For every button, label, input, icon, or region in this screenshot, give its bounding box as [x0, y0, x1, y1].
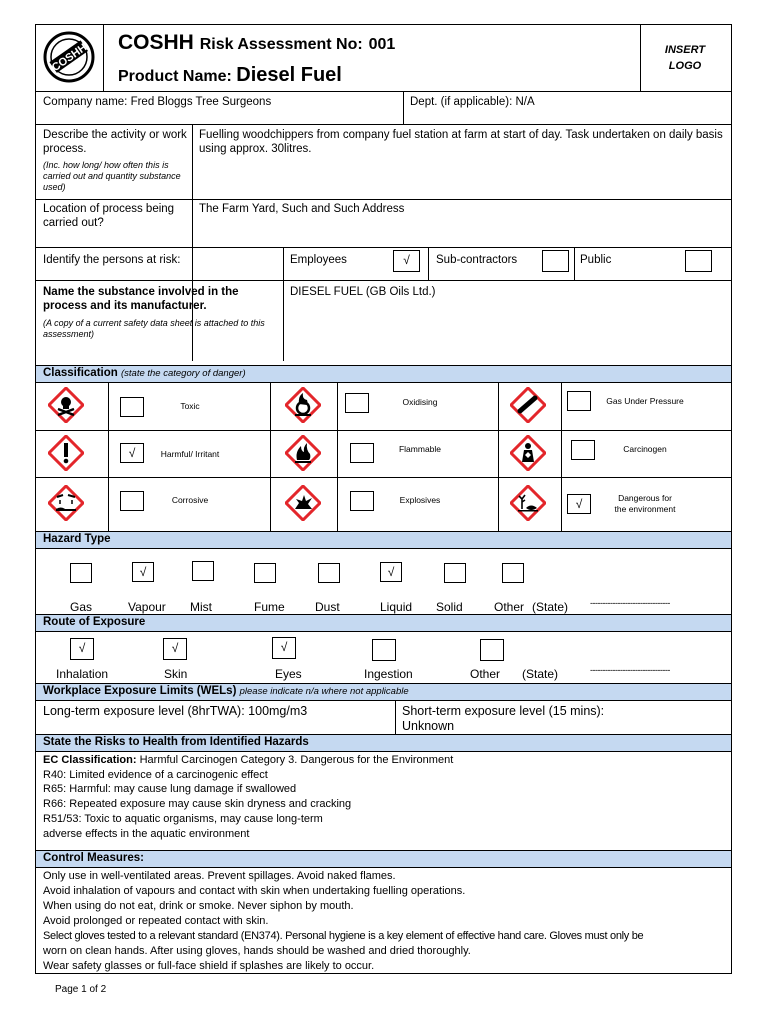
gas-under-pressure-checkbox[interactable] [567, 391, 591, 411]
title-coshh: COSHH [118, 31, 194, 54]
company-name: Company name: Fred Bloggs Tree Surgeons [43, 96, 272, 108]
product-label: Product Name: [118, 68, 232, 85]
assessment-number: 001 [368, 36, 396, 53]
wel-title: Workplace Exposure Limits (WELs) [43, 685, 237, 697]
oxidising-checkbox[interactable] [345, 393, 369, 413]
dept-field: Dept. (if applicable): N/A [410, 96, 535, 108]
hazard-dust-label: Dust [315, 600, 340, 614]
hazard-dust-checkbox[interactable] [318, 563, 340, 583]
corrosive-label: Corrosive [171, 495, 209, 505]
title-risk-assessment: Risk Assessment No: [199, 36, 363, 53]
hazard-liquid-label: Liquid [380, 600, 413, 614]
risks-heading: State the Risks to Health from Identified Hazards [36, 734, 731, 752]
route-state-label: (State) [522, 667, 559, 681]
wel-note: please indicate n/a where not applicable [239, 686, 409, 697]
hazard-other-label: Other [494, 600, 525, 614]
hazard-other-field[interactable]: -------------------------------- [590, 598, 670, 608]
persons-label: Identify the persons at risk: [43, 254, 181, 266]
environment-checkbox[interactable]: √ [567, 494, 591, 514]
hazard-mist-label: Mist [190, 600, 212, 614]
oxidising-icon [285, 387, 321, 423]
toxic-label: Toxic [180, 401, 200, 411]
classification-heading [36, 365, 731, 383]
gas-under-pressure-icon [510, 387, 546, 423]
route-eyes-label: Eyes [275, 667, 302, 681]
carcinogen-label: Carcinogen [623, 444, 667, 454]
public-label: Public [580, 254, 612, 266]
coshh-logo [42, 30, 96, 84]
environment-label-line2: the environment [614, 504, 676, 514]
hazard-solid-label: Solid [436, 600, 463, 614]
harmful-irritant-checkbox[interactable]: √ [120, 443, 144, 463]
oxidising-label: Oxidising [402, 397, 438, 407]
harmful-irritant-icon [48, 435, 84, 471]
location-label: Location of process being carried out? [43, 203, 175, 229]
substance-value: DIESEL FUEL (GB Oils Ltd.) [290, 286, 436, 298]
employees-checkbox[interactable]: √ [393, 250, 420, 272]
activity-label: Describe the activity or work process. [43, 129, 187, 155]
public-checkbox[interactable] [685, 250, 712, 272]
ec-classification-value: Harmful Carcinogen Category 3. Dangerous for the Environment [139, 754, 454, 766]
insert-logo-placeholder: INSERT LOGO [664, 44, 706, 72]
route-heading: Route of Exposure [36, 614, 731, 632]
route-inhalation-label: Inhalation [56, 667, 109, 681]
page-number: Page 1 of 2 [55, 984, 107, 995]
hazard-vapour-label: Vapour [128, 600, 166, 614]
product-name-row [118, 64, 342, 87]
flammable-icon [285, 435, 321, 471]
activity-note: (Inc. how long/ how often this is carried out and quantity substance used) [43, 160, 181, 192]
route-ingestion-label: Ingestion [364, 667, 413, 681]
hazard-vapour-checkbox[interactable]: √ [132, 562, 154, 582]
subcontractors-label: Sub-contractors [436, 254, 518, 266]
control-line: worn on clean hands. After using gloves, hands should be washed and dried thoroughly. [43, 945, 471, 957]
hazard-solid-checkbox[interactable] [444, 563, 466, 583]
coshh-logo-text: COSHH [49, 41, 90, 75]
employees-label: Employees [290, 254, 347, 266]
hazard-other-checkbox[interactable] [502, 563, 524, 583]
product-name: Diesel Fuel [236, 64, 342, 86]
classification-note: (state the category of danger) [120, 368, 246, 379]
explosives-icon [285, 485, 321, 521]
short-term-value: Unknown [402, 719, 455, 733]
hazard-mist-checkbox[interactable] [192, 561, 214, 581]
carcinogen-icon [510, 435, 546, 471]
harmful-irritant-label: Harmful/ Irritant [160, 449, 220, 459]
risk-line: R40: Limited evidence of a carcinogenic effect [43, 769, 268, 781]
environment-label-line1: Dangerous for [618, 493, 672, 503]
hazard-gas-checkbox[interactable] [70, 563, 92, 583]
risk-line: R66: Repeated exposure may cause skin dryness and cracking [43, 798, 352, 810]
page-title [118, 31, 395, 55]
control-line: Only use in well-ventilated areas. Prevent spillages. Avoid naked flames. [43, 870, 396, 882]
route-other-label: Other [470, 667, 501, 681]
route-skin-checkbox[interactable]: √ [163, 638, 187, 660]
risk-line: adverse effects in the aquatic environment [43, 828, 250, 840]
corrosive-checkbox[interactable] [120, 491, 144, 511]
control-line: Wear safety glasses or full-face shield if splashes are likely to occur. [43, 960, 375, 972]
explosives-checkbox[interactable] [350, 491, 374, 511]
subcontractors-checkbox[interactable] [542, 250, 569, 272]
control-line: Avoid prolonged or repeated contact with skin. [43, 915, 269, 927]
risk-line: R65: Harmful: may cause lung damage if swallowed [43, 783, 297, 795]
hazard-liquid-checkbox[interactable]: √ [380, 562, 402, 582]
ec-classification-label: EC Classification: [43, 754, 137, 766]
flammable-checkbox[interactable] [350, 443, 374, 463]
activity-value: Fuelling woodchippers from company fuel station at farm at start of day. Task undertaken on daily basis using approx. 30litres. [199, 129, 723, 155]
environment-icon [510, 485, 546, 521]
hazard-type-heading: Hazard Type [36, 531, 731, 549]
environment-label [600, 493, 690, 515]
corrosive-icon [48, 485, 84, 521]
wel-heading [36, 683, 731, 701]
long-term-exposure: Long-term exposure level (8hrTWA): 100mg/m3 [43, 704, 308, 718]
classification-title: Classification [43, 367, 118, 379]
toxic-icon [48, 387, 84, 423]
carcinogen-checkbox[interactable] [571, 440, 595, 460]
location-value: The Farm Yard, Such and Such Address [199, 203, 405, 215]
control-line: Select gloves tested to a relevant standard (EN374). Personal hygiene is a key element of effective hand care. Gloves must only be [43, 930, 644, 942]
toxic-checkbox[interactable] [120, 397, 144, 417]
flammable-label: Flammable [398, 444, 442, 454]
route-other-checkbox[interactable] [480, 639, 504, 661]
substance-label: Name the substance involved in the process and its manufacturer. [43, 286, 239, 312]
route-eyes-checkbox[interactable]: √ [272, 637, 296, 659]
hazard-fume-label: Fume [254, 600, 285, 614]
hazard-gas-label: Gas [70, 600, 93, 614]
risk-line: R51/53: Toxic to aquatic organisms, may cause long-term [43, 813, 323, 825]
control-line: Avoid inhalation of vapours and contact with skin when undertaking fuelling operations. [43, 885, 466, 897]
explosives-label: Explosives [399, 495, 441, 505]
controls-heading: Control Measures: [36, 850, 731, 868]
substance-note: (A copy of a current safety data sheet is attached to this assessment) [43, 318, 265, 339]
short-term-exposure: Short-term exposure level (15 mins): [402, 704, 605, 718]
route-skin-label: Skin [164, 667, 188, 681]
ec-classification [43, 753, 453, 767]
route-other-field[interactable]: -------------------------------- [590, 665, 670, 675]
gas-under-pressure-label: Gas Under Pressure [606, 396, 684, 406]
route-ingestion-checkbox[interactable] [372, 639, 396, 661]
control-line: When using do not eat, drink or smoke. Never siphon by mouth. [43, 900, 354, 912]
route-inhalation-checkbox[interactable]: √ [70, 638, 94, 660]
hazard-fume-checkbox[interactable] [254, 563, 276, 583]
hazard-state-label: (State) [532, 600, 569, 614]
